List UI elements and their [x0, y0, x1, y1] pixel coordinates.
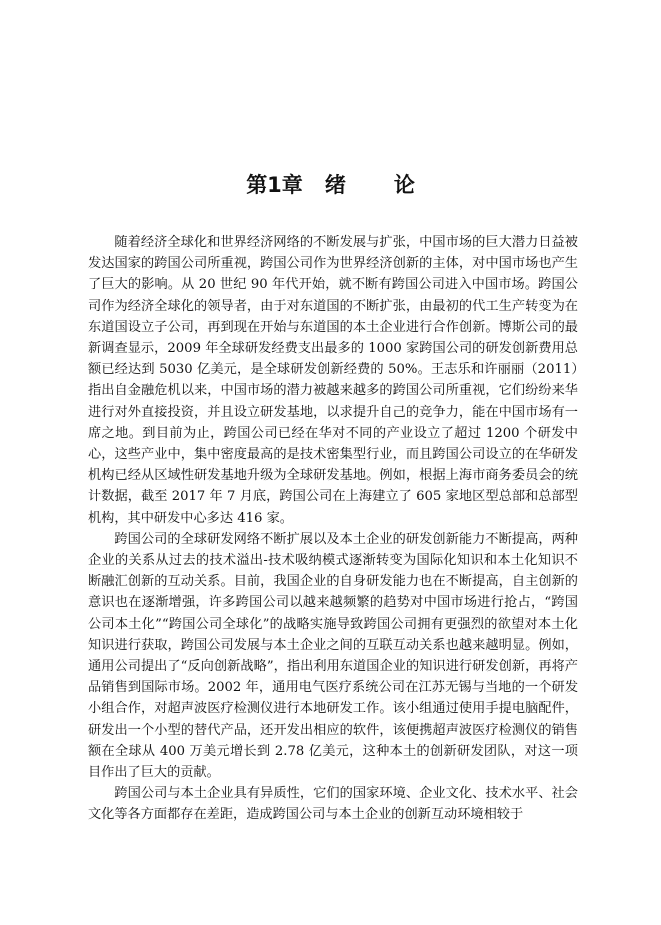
chapter-title-char-1: 绪 — [324, 173, 346, 198]
chapter-title — [0, 170, 661, 200]
body-text — [88, 232, 578, 826]
paragraph: 跨国公司与本土企业具有异质性，它们的国家环境、企业文化、技术水平、社会文化等各方面都存在差距，造成跨国公司与本土企业的创新互动环境相较于 — [88, 786, 578, 823]
paragraph: 跨国公司的全球研发网络不断扩展以及本土企业的研发创新能力不断提高，两种企业的关系从过去的技术溢出-技术吸纳模式逐渐转变为国际化知识和本土化知识不断融汇创新的互动关系。目前，我国企业的自身研发能力也在不断提高，自主创新的意识也在逐渐增强，许多跨国公司以越来越频繁的趋势对中国市场进行抢占，“跨国公司本土化”“跨国公司全球化”的战略实施导致跨国公司拥有更强烈的欲望对本土化知识进行获取，跨国公司发展与本土企业之间的互联互动关系也越来越明显。例如，通用公司提出了“反向创新战略”，指出利用东道国企业的知识进行研发创新，再将产品销售到国际市场。2002 年，通用电气医疗系统公司在江苏无锡与当地的一个研发小组合作，对超声波医疗检测仪进行本地研发工作。该小组通过使用手提电脑配件，研发出一个小型的替代产品，还开发出相应的软件，该便携超声波医疗检测仪的销售额在全球从 400 万美元增长到 2.78 亿美元，这种本土的创新研发团队，对这一项目作出了巨大的贡献。 — [88, 531, 578, 781]
chapter-number: 第1章 — [246, 173, 303, 198]
paragraph: 随着经济全球化和世界经济网络的不断发展与扩张，中国市场的巨大潜力日益被发达国家的跨国公司所重视，跨国公司作为世界经济创新的主体，对中国市场也产生了巨大的影响。从 20 世纪 90 年代开始，就不断有跨国公司进入中国市场。跨国公司作为经济全球化的领导者，由于对东道国的不断扩张，由最初的代工生产转变为在东道国设立子公司，再到现在开始与东道国的本土企业进行合作创新。博斯公司的最新调查显示，2009 年全球研发经费支出最多的 1000 家跨国公司的研发创新费用总额已经达到 5030 亿美元，是全球研发创新经费的 50%。王志乐和许丽丽（2011）指出自金融危机以来，中国市场的潜力被越来越多的跨国公司所重视，它们纷纷来华进行对外直接投资，并且设立研发基地，以求提升自己的竞争力，能在中国市场有一席之地。到目前为止，跨国公司已经在华对不同的产业设立了超过 1200 个研发中心，这些产业中，集中密度最高的是技术密集型行业，而且跨国公司设立的在华研发机构已经从区域性研发基地升级为全球研发基地。例如，根据上海市商务委员会的统计数据，截至 2017 年 7 月底，跨国公司在上海建立了 605 家地区型总部和总部型机构，其中研发中心多达 416 家。 — [88, 235, 578, 526]
chapter-title-char-2: 论 — [393, 173, 415, 198]
